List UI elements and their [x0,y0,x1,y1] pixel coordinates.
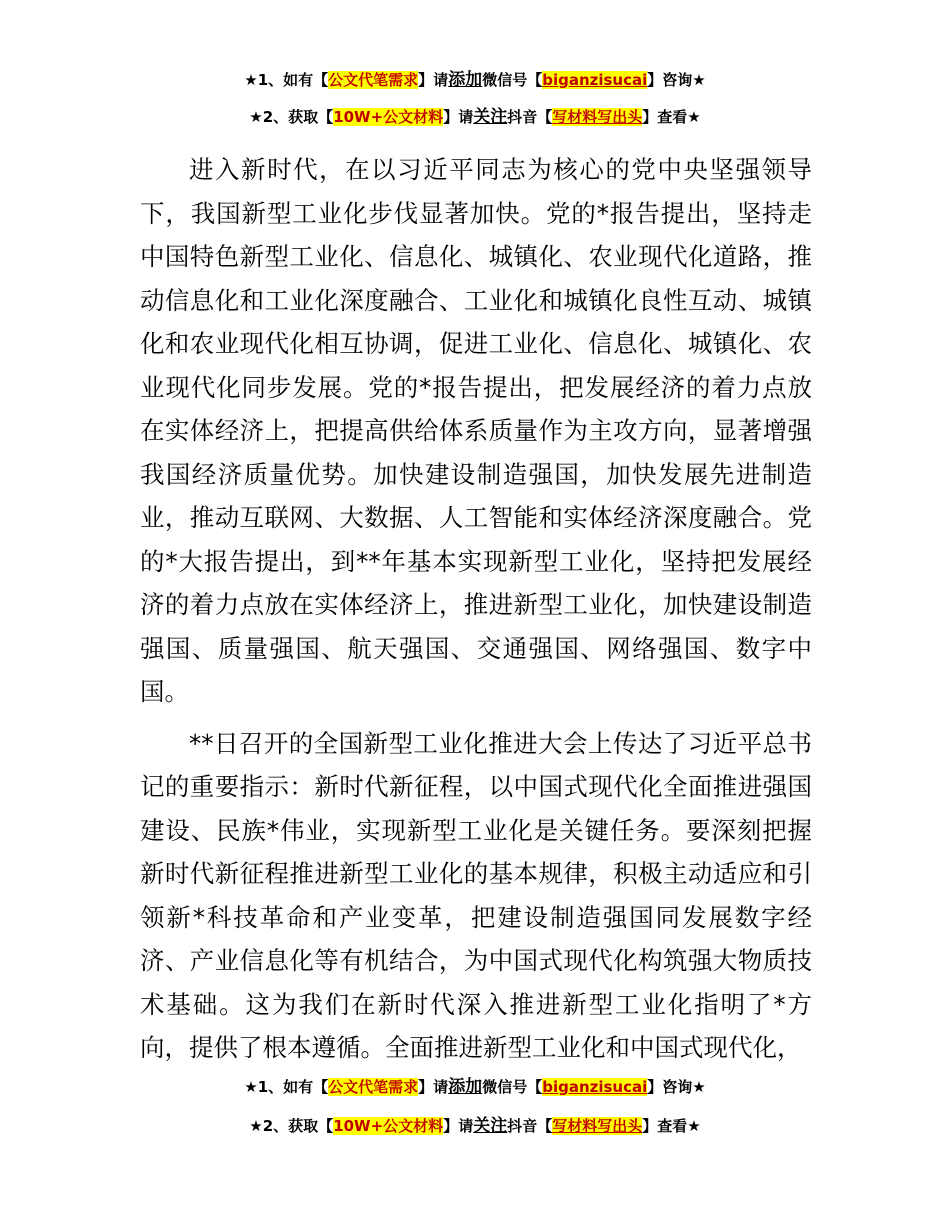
star-icon: ★ [692,71,706,89]
banner-text: 1、如有【 [257,1078,329,1096]
banner-text: 】咨询 [647,1078,693,1096]
paragraph: **日召开的全国新型工业化推进大会上传达了习近平总书记的重要指示：新时代新征程，以中国式现代化全面推进强国建设、民族*伟业，实现新型工业化是关键任务。要深刻把握新时代新征程推进新型工业化的基本规律，积极主动适应和引领新*科技革命和产业变革，把建设制造强国同发展数字经济、产业信息化等有机结合，为中国式现代化构筑强大物质技术基础。这为我们在新时代深入推进新型工业化指明了*方向，提供了根本遵循。全面推进新型工业化和中国式现代化， [140,728,812,1062]
emphasis-text: 关注 [473,107,508,127]
highlight-service: 公文代笔需求 [328,1078,419,1096]
wechat-id-link[interactable]: biganzisucai [542,1078,648,1096]
star-icon: ★ [687,1117,701,1135]
banner-text: 】请 [443,108,474,126]
paragraph: 进入新时代，在以习近平同志为核心的党中央坚强领导下，我国新型工业化步伐显著加快。党的*报告提出，坚持走中国特色新型工业化、信息化、城镇化、农业现代化道路，推动信息化和工业化深度融合、工业化和城镇化良性互动、城镇化和农业现代化相互协调，促进工业化、信息化、城镇化、农业现代化同步发展。党的*报告提出，把发展经济的着力点放在实体经济上，把提高供给体系质量作为主攻方向，显著增强我国经济质量优势。加快建设制造强国，加快发展先进制造业，推动互联网、大数据、人工智能和实体经济深度融合。党的*大报告提出，到**年基本实现新型工业化，坚持把发展经济的着力点放在实体经济上，推进新型工业化，加快建设制造强国、质量强国、航天强国、交通强国、网络强国、数字中国。 [140,155,812,706]
highlight-service: 公文代笔需求 [328,71,419,89]
star-icon: ★ [249,1117,263,1135]
banner-text: 1、如有【 [257,71,329,89]
banner-text: 抖音【 [507,108,553,126]
douyin-account-link[interactable]: 写材料写出头 [552,1117,643,1135]
highlight-materials: 10W+公文材料 [333,1117,444,1135]
banner-text: 抖音【 [507,1117,553,1135]
banner-text: 微信号【 [482,71,543,89]
emphasis-text: 添加 [448,1077,483,1097]
banner-text: 2、获取【 [262,108,334,126]
star-icon: ★ [249,108,263,126]
banner-text: 微信号【 [482,1078,543,1096]
document-body [140,148,812,1078]
banner-text: 】咨询 [647,71,693,89]
banner-text: 2、获取【 [262,1117,334,1135]
header-banner-line-2 [0,106,950,128]
douyin-account-link[interactable]: 写材料写出头 [552,108,643,126]
star-icon: ★ [692,1078,706,1096]
highlight-materials: 10W+公文材料 [333,108,444,126]
banner-text: 】请 [443,1117,474,1135]
emphasis-text: 添加 [448,70,483,90]
footer-banner-line-1 [0,1076,950,1098]
star-icon: ★ [244,71,258,89]
star-icon: ★ [244,1078,258,1096]
banner-text: 】查看 [642,108,688,126]
wechat-id-link[interactable]: biganzisucai [542,71,648,89]
banner-text: 】查看 [642,1117,688,1135]
emphasis-text: 关注 [473,1116,508,1136]
banner-text: 】请 [418,1078,449,1096]
footer-banner-line-2 [0,1115,950,1137]
banner-text: 】请 [418,71,449,89]
star-icon: ★ [687,108,701,126]
header-banner-line-1 [0,69,950,91]
